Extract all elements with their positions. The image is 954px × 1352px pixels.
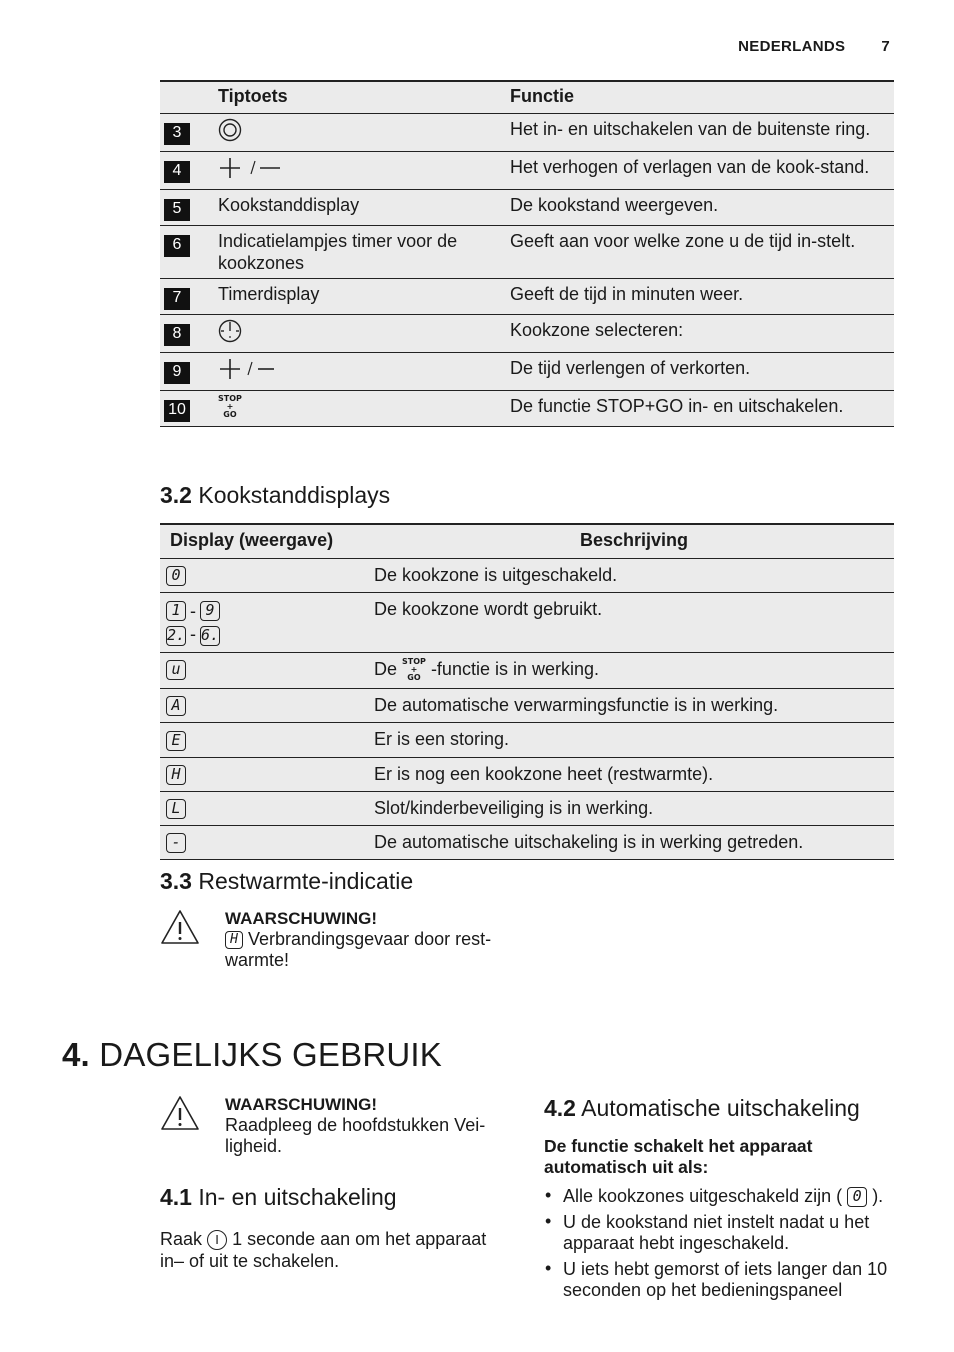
table-row [160, 723, 894, 757]
plus-minus-icon [218, 156, 280, 185]
section-paragraph: Raak I 1 seconde aan om het apparaat in– of uit te schakelen. [160, 1229, 487, 1272]
section-title: In- en uitschakeling [198, 1184, 397, 1210]
description-text: De automatische uitschakeling is in werking getreden. [374, 832, 804, 852]
display-symbol: A [166, 696, 186, 716]
touch-controls-table [160, 80, 894, 427]
table-row [160, 791, 894, 825]
row-number: 6 [164, 235, 190, 257]
display-symbol: u [166, 660, 186, 680]
table-row [160, 190, 894, 226]
section-intro: De functie schakelt het apparaat automatisch uit als: [544, 1136, 813, 1177]
section-heading-4-1 [160, 1184, 397, 1211]
warning-text: Raadpleeg de hoofdstukken Vei-ligheid. [225, 1115, 486, 1156]
key-text: Kookstanddisplay [218, 195, 360, 215]
display-symbol: L [166, 799, 186, 819]
description-text: De STOP + GO -functie is in werking. [374, 657, 600, 682]
table-row [160, 114, 894, 152]
timer-clock-icon [218, 319, 242, 348]
key-text: Indicatielampjes timer voor de kookzones [218, 231, 458, 273]
chapter-title: DAGELIJKS GEBRUIK [99, 1036, 442, 1073]
display-symbol-range: 1 - 9 2. - 6. [167, 600, 220, 644]
function-text: De kookstand weergeven. [510, 195, 719, 215]
stop-go-icon: STOP + GO [218, 394, 242, 420]
section-number: 4.1 [160, 1184, 192, 1210]
section-number: 3.3 [160, 868, 192, 894]
warning-triangle-icon [160, 908, 200, 951]
section-title: Automatische uitschakeling [581, 1095, 860, 1121]
outer-ring-icon [218, 118, 242, 147]
description-text: Er is een storing. [374, 729, 510, 750]
description-text: Slot/kinderbeveiliging is in werking. [374, 797, 654, 818]
function-text: De functie STOP+GO in- en uitschakelen. [510, 396, 844, 416]
display-symbol: E [166, 731, 186, 751]
page-number: 7 [881, 38, 890, 55]
table-row [160, 757, 894, 791]
table-row [160, 559, 894, 593]
section-number: 4.2 [544, 1095, 576, 1121]
warning-title: WAARSCHUWING! [225, 909, 378, 928]
function-text: De tijd verlengen of verkorten. [510, 358, 751, 378]
section-heading-3-3 [160, 868, 413, 895]
display-symbol: H [225, 931, 243, 949]
row-number: 4 [164, 161, 190, 183]
language-label: NEDERLANDS [738, 38, 846, 55]
col-header-function: Functie [510, 86, 575, 106]
table-row [160, 152, 894, 190]
stop-go-icon: STOP + GO [402, 657, 426, 682]
plus-minus-icon [218, 357, 280, 386]
warning-title: WAARSCHUWING! [225, 1095, 378, 1114]
warning-text: Verbrandingsgevaar door rest-warmte! [225, 929, 492, 970]
display-symbol: - [166, 833, 186, 853]
table-row [160, 391, 894, 427]
table-row [160, 315, 894, 353]
col-header-key: Tiptoets [218, 86, 288, 106]
display-symbol: 0 [166, 566, 186, 586]
description-text: De kookzone wordt gebruikt. [374, 599, 603, 620]
function-text: Geeft de tijd in minuten weer. [510, 284, 744, 304]
table-row [160, 226, 894, 279]
table-row [160, 279, 894, 315]
on-off-icon: I [207, 1230, 227, 1250]
table-row [160, 689, 894, 723]
display-table [160, 523, 894, 860]
list-item: • U iets hebt gemorst of iets langer dan 10 seconden op het bedieningspaneel [545, 1259, 895, 1301]
description-text: Er is nog een kookzone heet (restwarmte). [374, 763, 714, 784]
section-heading-4-2 [544, 1095, 860, 1122]
row-number: 5 [164, 199, 190, 221]
list-item: • Alle kookzones uitgeschakeld zijn ( 0 ). [545, 1186, 895, 1207]
section-number: 3.2 [160, 482, 192, 508]
row-number: 3 [164, 123, 190, 145]
row-number: 8 [164, 324, 190, 346]
function-text: Het in- en uitschakelen van de buitenste ring. [510, 119, 871, 139]
section-title: Kookstanddisplays [198, 482, 391, 508]
page-header [738, 38, 890, 55]
function-text: Kookzone selecteren: [510, 320, 684, 340]
function-text: Geeft aan voor welke zone u de tijd in-stelt. [510, 231, 856, 251]
row-number: 9 [164, 362, 190, 384]
table-header-row [160, 81, 894, 114]
description-text: De automatische verwarmingsfunctie is in werking. [374, 695, 779, 715]
col-header-description: Beschrijving [579, 530, 689, 550]
table-header-row [160, 524, 894, 559]
section-title: Restwarmte-indicatie [198, 868, 414, 894]
col-header-display: Display (weergave) [170, 530, 334, 550]
section-heading-3-2 [160, 482, 390, 509]
display-symbol: H [166, 765, 186, 785]
description-text: De kookzone is uitgeschakeld. [374, 565, 618, 585]
table-row [160, 826, 894, 860]
warning-triangle-icon [160, 1094, 200, 1137]
list-item: • U de kookstand niet instelt nadat u het apparaat hebt ingeschakeld. [545, 1212, 895, 1254]
table-row [160, 593, 894, 653]
table-row [160, 353, 894, 391]
bullet-list [545, 1186, 895, 1306]
function-text: Het verhogen of verlagen van de kook-stand. [510, 157, 870, 177]
row-number: 10 [164, 400, 190, 422]
chapter-number: 4. [62, 1036, 90, 1073]
display-symbol: 0 [847, 1187, 867, 1207]
chapter-heading [62, 1036, 442, 1074]
table-row [160, 652, 894, 688]
row-number: 7 [164, 288, 190, 310]
key-text: Timerdisplay [218, 284, 320, 304]
